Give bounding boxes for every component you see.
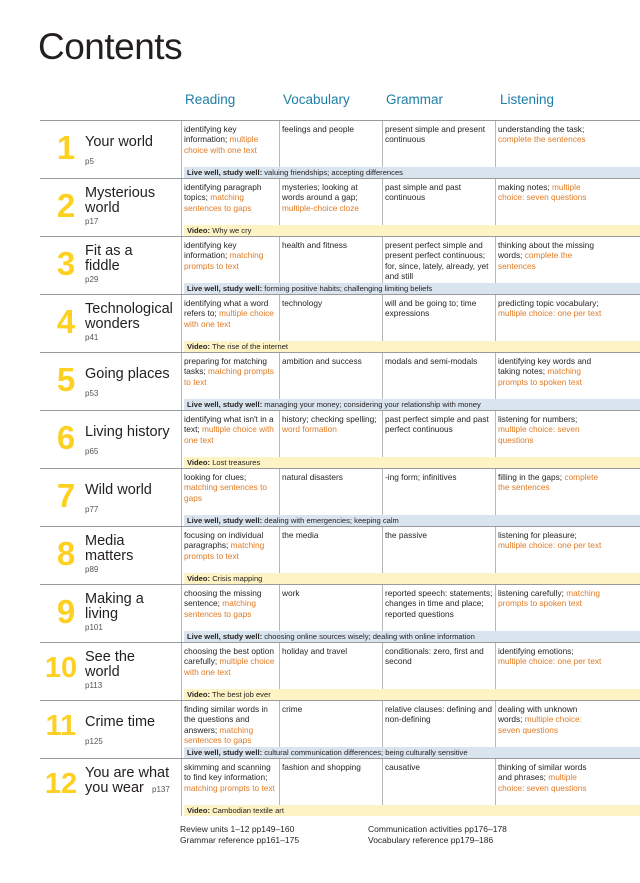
band-label: Live well, study well: [187, 632, 263, 641]
unit-number: 11 [45, 710, 77, 742]
unit-title-line[interactable]: Living history [85, 424, 170, 440]
listening-cell [498, 646, 602, 667]
skill-text: identifying key words and taking notes; [498, 356, 592, 377]
exam-task-text: matching sentences to gaps [184, 192, 252, 213]
unit-page-number: p41 [85, 333, 99, 342]
reading-cell [184, 356, 278, 387]
skill-text: the media [282, 530, 319, 540]
unit-page-number: p125 [85, 737, 103, 746]
unit-row-11 [40, 700, 640, 758]
column-divider [181, 237, 182, 294]
unit-row-2 [40, 178, 640, 236]
row-divider [40, 236, 640, 237]
exam-task-text: multiple choice: one per text [498, 308, 602, 319]
exam-task-text: matching prompts to text [184, 366, 274, 387]
skill-text: understanding the task; [498, 124, 585, 134]
vocabulary-cell [282, 762, 381, 772]
skill-text: identifying paragraph topics; [184, 182, 262, 203]
skill-text: listening carefully; [498, 588, 567, 598]
grammar-cell [385, 240, 494, 282]
exam-task-text: multiple choice: one per text [498, 540, 602, 551]
listening-cell [498, 472, 602, 493]
column-divider [181, 121, 182, 178]
exam-task-text: multiple choice: seven questions [498, 714, 582, 735]
unit-page-number: p113 [85, 681, 103, 690]
skill-text: preparing for matching tasks; [184, 356, 268, 377]
unit-title-line[interactable]: Mysterious [85, 185, 156, 201]
column-divider [279, 411, 280, 457]
unit-title-line[interactable]: matters [85, 548, 134, 564]
skill-text: fashion and shopping [282, 762, 361, 772]
vocabulary-reference-link[interactable]: Vocabulary reference pp179–186 [368, 835, 494, 845]
band-text: The best job ever [210, 690, 271, 699]
grammar-cell [385, 530, 494, 540]
band-text: valuing friendships; accepting differences [262, 168, 403, 177]
unit-number: 8 [56, 535, 76, 572]
band-text: Why we cry [210, 226, 252, 235]
unit-title-line[interactable]: Making a [85, 591, 144, 607]
exam-task-text: multiple choice with one text [184, 656, 275, 677]
column-divider [495, 295, 496, 341]
skill-text: history; checking spelling; [282, 414, 377, 424]
band-text: managing your money; considering your relationship with money [262, 400, 481, 409]
column-divider [382, 759, 383, 805]
video-band [184, 805, 640, 816]
skill-text: predicting topic vocabulary; [498, 298, 599, 308]
skill-text: natural disasters [282, 472, 343, 482]
unit-title-line[interactable]: fiddle [85, 258, 120, 274]
communication-activities-link[interactable]: Communication activities pp176–178 [368, 824, 507, 834]
review-units-link[interactable]: Review units 1–12 pp149–160 [180, 824, 295, 834]
grammar-cell [385, 182, 494, 203]
unit-number: 12 [44, 768, 78, 800]
row-divider [40, 700, 640, 701]
row-divider [40, 178, 640, 179]
vocabulary-cell [282, 472, 381, 482]
grammar-cell [385, 762, 494, 772]
listening-cell [498, 704, 602, 735]
exam-task-text: multiple choice with one text [184, 308, 274, 329]
column-divider [382, 121, 383, 167]
skill-text: identifying key information; [184, 240, 237, 261]
unit-row-6 [40, 410, 640, 468]
unit-title-line[interactable]: Crime time [85, 714, 156, 730]
skill-text: making notes; [498, 182, 552, 192]
unit-row-5 [40, 352, 640, 410]
skill-text: choosing the best option carefully; [184, 646, 274, 667]
column-divider [495, 701, 496, 747]
column-divider [181, 295, 182, 352]
band-text: The rise of the internet [210, 342, 289, 351]
exam-task-text: matching prompts to text [184, 540, 265, 561]
unit-title-line[interactable]: Media [85, 533, 125, 549]
skill-text: crime [282, 704, 303, 714]
exam-task-text: matching sentences to gaps [184, 482, 268, 503]
unit-number: 10 [44, 652, 78, 684]
grammar-cell [385, 124, 494, 145]
column-divider [495, 469, 496, 515]
exam-task-text: multiple choice: one per text [498, 656, 602, 667]
skill-text: health and fitness [282, 240, 348, 250]
skill-text: identifying what isn't in a text; [184, 414, 274, 435]
column-divider [382, 701, 383, 747]
listening-cell [498, 762, 602, 793]
exam-task-text: matching sentences to gaps [184, 724, 254, 746]
band-text: choosing online sources wisely; dealing with online information [262, 632, 475, 641]
skill-text: present perfect simple and present perfect continuous; for, since, lately, already, yet and still [385, 240, 489, 282]
vocabulary-cell [282, 414, 381, 435]
band-text: cultural communication differences; being culturally sensitive [262, 748, 468, 757]
reading-cell [184, 588, 278, 619]
unit-page-number: p17 [85, 217, 99, 226]
skill-text: choosing the missing sentence; [184, 588, 262, 609]
band-label: Video: [187, 342, 211, 351]
column-divider [495, 527, 496, 573]
column-divider [279, 353, 280, 399]
exam-task-text: multiple choice with one text [184, 424, 274, 445]
column-heading-listening: Listening [500, 92, 555, 107]
unit-number: 7 [56, 477, 76, 514]
column-divider [181, 411, 182, 468]
skill-text: thinking about the missing words; [498, 240, 594, 261]
unit-row-10 [40, 642, 640, 700]
skill-text: looking for clues; [184, 472, 247, 482]
listening-cell [498, 240, 602, 271]
unit-row-4 [40, 294, 640, 352]
column-divider [382, 295, 383, 341]
video-band [184, 341, 640, 352]
unit-title-line[interactable]: world [85, 664, 120, 680]
column-divider [279, 701, 280, 747]
grammar-cell [385, 646, 494, 667]
column-divider [279, 759, 280, 805]
live-well-band [184, 631, 640, 642]
unit-page-number: p5 [85, 157, 94, 166]
column-divider [181, 469, 182, 526]
unit-row-1 [40, 120, 640, 178]
band-text: dealing with emergencies; keeping calm [262, 516, 399, 525]
listening-cell [498, 124, 602, 145]
unit-row-7 [40, 468, 640, 526]
unit-number: 4 [56, 303, 76, 340]
live-well-band [184, 515, 640, 526]
column-divider [382, 353, 383, 399]
skill-text: finding similar words in the questions and answers; [184, 704, 268, 735]
band-text: Lost treasures [210, 458, 261, 467]
skill-text: thinking of similar words and phrases; [498, 762, 587, 783]
column-divider [181, 527, 182, 584]
skill-text: reported speech: statements; changes in time and place; reported questions [385, 588, 493, 619]
live-well-band [184, 167, 640, 178]
listening-cell [498, 298, 602, 319]
exam-task-text: matching prompts to text [184, 250, 264, 271]
live-well-band [184, 399, 640, 410]
reading-cell [184, 240, 278, 271]
column-divider [279, 527, 280, 573]
skill-text: conditionals: zero, first and second [385, 646, 484, 667]
reading-cell [184, 762, 278, 793]
exam-task-text: complete the sentences [498, 134, 586, 145]
column-divider [181, 701, 182, 758]
exam-task-text: multiple choice with one text [184, 134, 259, 155]
skill-text: will and be going to; time expressions [385, 298, 477, 319]
skill-text: holiday and travel [282, 646, 348, 656]
footer-left [180, 824, 299, 846]
skill-text: identifying emotions; [498, 646, 574, 656]
vocabulary-cell [282, 124, 381, 134]
grammar-reference-link[interactable]: Grammar reference pp161–175 [180, 835, 300, 845]
unit-page-number: p101 [85, 623, 103, 632]
unit-title-line[interactable]: Your world [85, 134, 153, 150]
unit-row-3 [40, 236, 640, 294]
column-divider [495, 759, 496, 805]
grammar-cell [385, 298, 494, 319]
column-divider [279, 179, 280, 225]
band-label: Live well, study well: [187, 748, 263, 757]
row-divider [40, 410, 640, 411]
footer-right [368, 824, 507, 846]
skill-text: past perfect simple and past perfect continuous [385, 414, 489, 435]
unit-page-number: p29 [85, 275, 99, 284]
row-divider [40, 758, 640, 759]
band-label: Video: [187, 226, 211, 235]
unit-number: 9 [56, 593, 76, 630]
reading-cell [184, 646, 278, 677]
column-divider [382, 469, 383, 515]
skill-text: dealing with unknown words; [498, 704, 578, 725]
reading-cell [184, 472, 278, 503]
band-label: Video: [187, 806, 211, 815]
video-band [184, 457, 640, 468]
grammar-cell [385, 356, 494, 366]
skill-text: causative [385, 762, 421, 772]
column-divider [279, 585, 280, 631]
unit-title-line[interactable]: living [85, 606, 119, 622]
unit-title-line[interactable]: You are what [85, 765, 170, 781]
reading-cell [184, 298, 278, 329]
column-divider [181, 179, 182, 236]
row-divider [40, 294, 640, 295]
unit-title-line[interactable]: See the [85, 649, 135, 665]
column-divider [279, 295, 280, 341]
listening-cell [498, 414, 602, 445]
unit-page-number: p65 [85, 447, 99, 456]
grammar-cell [385, 704, 494, 725]
listening-cell [498, 530, 602, 551]
vocabulary-cell [282, 356, 381, 366]
column-heading-reading: Reading [185, 92, 236, 107]
reading-cell [184, 414, 278, 445]
grammar-cell [385, 472, 494, 482]
unit-title-line[interactable]: Fit as a [85, 243, 133, 259]
band-text: forming positive habits; challenging limiting beliefs [262, 284, 433, 293]
column-divider [495, 237, 496, 283]
column-divider [382, 585, 383, 631]
band-text: Cambodian textile art [210, 806, 284, 815]
exam-task-text: multiple choice: seven questions [498, 772, 587, 793]
column-divider [382, 527, 383, 573]
skill-text: feelings and people [282, 124, 354, 134]
column-divider [181, 759, 182, 816]
video-band [184, 689, 640, 700]
skill-text: relative clauses: defining and non-defining [385, 704, 493, 725]
reading-cell [184, 182, 278, 213]
reading-cell [184, 124, 278, 155]
skill-text: mysteries; looking at words around a gap; [282, 182, 358, 203]
unit-number: 2 [56, 187, 76, 224]
column-divider [279, 121, 280, 167]
column-heading-grammar: Grammar [386, 92, 443, 107]
column-divider [495, 121, 496, 167]
unit-number: 5 [56, 361, 76, 398]
vocabulary-cell [282, 704, 381, 714]
column-divider [495, 411, 496, 457]
exam-task-text: multiple choice: seven questions [498, 424, 580, 445]
column-divider [382, 179, 383, 225]
listening-cell [498, 588, 602, 609]
exam-task-text: matching prompts to spoken text [498, 588, 600, 609]
listening-cell [498, 356, 602, 387]
column-divider [382, 643, 383, 689]
band-label: Video: [187, 458, 211, 467]
grammar-cell [385, 414, 494, 435]
unit-title-line[interactable]: Wild world [85, 482, 152, 498]
exam-task-text: complete the sentences [498, 472, 599, 493]
skill-text: past simple and past continuous [385, 182, 462, 203]
exam-task-text: complete the sentences [498, 250, 573, 271]
skill-text: the passive [385, 530, 427, 540]
unit-page-number: p137 [152, 785, 170, 794]
column-divider [181, 353, 182, 410]
exam-task-text: matching prompts to text [184, 782, 275, 793]
row-divider [40, 642, 640, 643]
column-divider [279, 237, 280, 283]
grammar-cell [385, 588, 494, 619]
live-well-band [184, 747, 640, 758]
column-divider [279, 643, 280, 689]
vocabulary-cell [282, 240, 381, 250]
column-divider [495, 179, 496, 225]
skill-text: listening for numbers; [498, 414, 578, 424]
skill-text: technology [282, 298, 323, 308]
vocabulary-cell [282, 298, 381, 308]
column-divider [279, 469, 280, 515]
unit-page-number: p77 [85, 505, 99, 514]
band-label: Live well, study well: [187, 284, 263, 293]
exam-task-text: matching sentences to gaps [184, 598, 256, 619]
column-divider [382, 237, 383, 283]
row-divider [40, 468, 640, 469]
skill-text: modals and semi-modals [385, 356, 478, 366]
skill-text: identifying key information; [184, 124, 237, 145]
vocabulary-cell [282, 646, 381, 656]
unit-title-line[interactable]: wonders [85, 316, 140, 332]
row-divider [40, 352, 640, 353]
band-label: Live well, study well: [187, 516, 263, 525]
live-well-band [184, 283, 640, 294]
band-label: Video: [187, 690, 211, 699]
skill-text: identifying what a word refers to; [184, 298, 269, 319]
band-text: Crisis mapping [210, 574, 263, 583]
column-heading-vocabulary: Vocabulary [283, 92, 350, 107]
unit-number: 1 [56, 129, 76, 166]
column-divider [382, 411, 383, 457]
row-divider [40, 584, 640, 585]
video-band [184, 225, 640, 236]
unit-row-12 [40, 758, 640, 816]
exam-task-text: multiple choice: seven questions [498, 182, 587, 203]
row-divider [40, 526, 640, 527]
column-divider [495, 585, 496, 631]
skill-text: work [282, 588, 300, 598]
vocabulary-cell [282, 182, 381, 213]
reading-cell [184, 704, 278, 746]
column-divider [181, 585, 182, 642]
vocabulary-cell [282, 588, 381, 598]
unit-row-9 [40, 584, 640, 642]
column-divider [181, 643, 182, 700]
exam-task-text: word formation [282, 424, 337, 435]
unit-page-number: p89 [85, 565, 99, 574]
band-label: Video: [187, 574, 211, 583]
unit-title-line[interactable]: you wear [85, 780, 144, 796]
row-divider [40, 120, 640, 121]
skill-text: -ing form; infinitives [385, 472, 457, 482]
skill-text: filling in the gaps; [498, 472, 565, 482]
listening-cell [498, 182, 602, 203]
unit-title-line[interactable]: Going places [85, 366, 170, 382]
exam-task-text: matching prompts to spoken text [498, 366, 582, 387]
reading-cell [184, 530, 278, 561]
column-divider [495, 643, 496, 689]
unit-title-line[interactable]: Technological [85, 301, 173, 317]
page-title: Contents [38, 26, 183, 67]
skill-text: listening for pleasure; [498, 530, 577, 540]
skill-text: skimming and scanning to find key information; [184, 762, 271, 783]
vocabulary-cell [282, 530, 381, 540]
unit-title-line[interactable]: world [85, 200, 120, 216]
unit-number: 6 [56, 419, 76, 456]
unit-row-8 [40, 526, 640, 584]
unit-number: 3 [56, 245, 76, 282]
unit-page-number: p53 [85, 389, 99, 398]
column-divider [495, 353, 496, 399]
video-band [184, 573, 640, 584]
band-label: Live well, study well: [187, 400, 263, 409]
skill-text: present simple and present continuous [385, 124, 486, 145]
skill-text: focusing on individual paragraphs; [184, 530, 264, 551]
band-label: Live well, study well: [187, 168, 263, 177]
exam-task-text: multiple-choice cloze [282, 202, 360, 213]
skill-text: ambition and success [282, 356, 362, 366]
